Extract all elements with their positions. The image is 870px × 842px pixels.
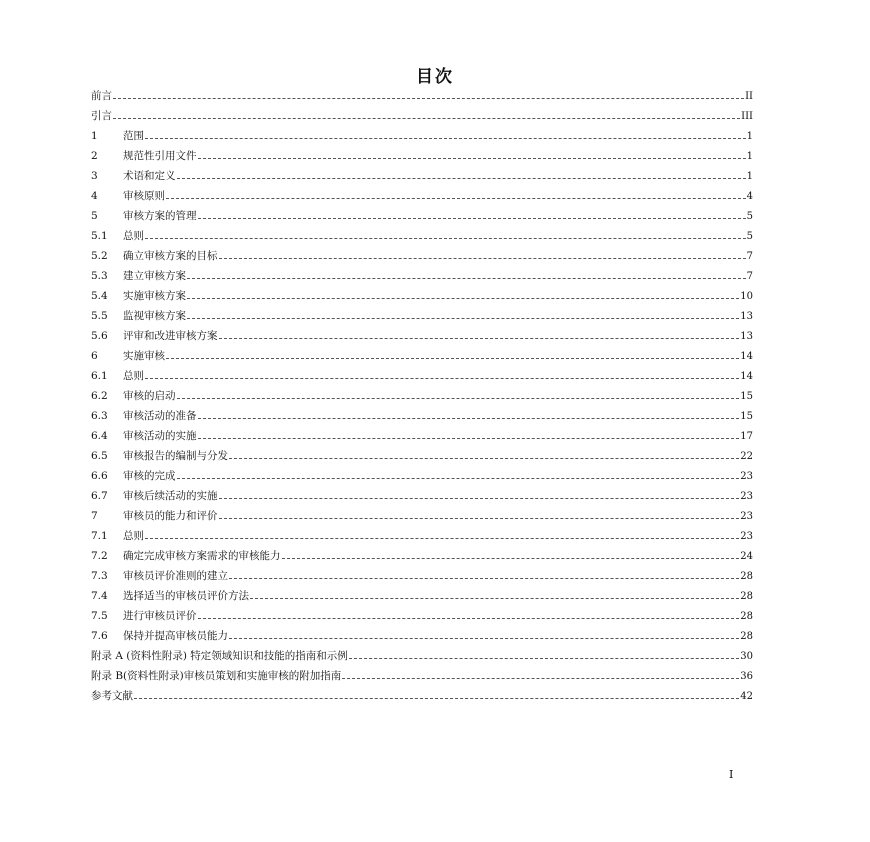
toc-leader-line: [342, 677, 739, 679]
toc-entry[interactable]: [91, 566, 753, 586]
toc-entry[interactable]: [91, 666, 753, 686]
toc-entry[interactable]: [91, 226, 753, 246]
toc-leader-line: [229, 637, 739, 639]
toc-leader-line: [219, 337, 740, 339]
page-number: I: [729, 768, 734, 781]
toc-entry-label: 审核原则: [123, 190, 165, 202]
toc-entry-page: 7: [746, 251, 753, 262]
toc-entry[interactable]: [91, 286, 753, 306]
toc-entry[interactable]: [91, 426, 753, 446]
toc-leader-line: [198, 157, 746, 159]
toc-entry-page: 42: [740, 691, 753, 702]
toc-entry-page: 5: [746, 211, 753, 222]
toc-entry-label: 选择适当的审核员评价方法: [123, 590, 249, 602]
toc-entry-page: 13: [740, 311, 753, 322]
toc-leader-line: [282, 557, 740, 559]
toc-entry-page: II: [745, 91, 753, 102]
toc-entry-page: 15: [740, 391, 753, 402]
table-of-contents: [91, 86, 753, 706]
toc-entry-label: 审核员的能力和评价: [123, 510, 218, 522]
toc-leader-line: [219, 257, 746, 259]
toc-entry-label: 前言: [91, 90, 112, 102]
toc-entry[interactable]: [91, 86, 753, 106]
toc-entry-number: 3: [91, 170, 98, 182]
toc-entry-label: 审核的完成: [123, 470, 176, 482]
toc-entry-number: 6.2: [91, 390, 108, 402]
toc-entry-page: 10: [740, 291, 753, 302]
toc-entry-number: 7.6: [91, 630, 108, 642]
toc-entry[interactable]: [91, 266, 753, 286]
toc-entry-label: 审核活动的实施: [123, 430, 197, 442]
toc-entry-page: 1: [746, 171, 753, 182]
toc-entry-page: 15: [740, 411, 753, 422]
toc-leader-line: [187, 317, 739, 319]
toc-entry-label: 规范性引用文件: [123, 150, 197, 162]
toc-entry-number: 2: [91, 150, 98, 162]
toc-entry-page: 4: [746, 191, 753, 202]
toc-entry-number: 7.3: [91, 570, 108, 582]
toc-entry-number: 5.2: [91, 250, 108, 262]
toc-entry-number: 6: [91, 350, 98, 362]
toc-entry-number: 6.7: [91, 490, 108, 502]
toc-leader-line: [113, 97, 744, 99]
toc-entry-number: 7: [91, 510, 98, 522]
toc-entry[interactable]: [91, 126, 753, 146]
toc-entry-page: 14: [740, 351, 753, 362]
toc-entry[interactable]: [91, 306, 753, 326]
toc-entry-label: 参考文献: [91, 690, 133, 702]
toc-entry[interactable]: [91, 586, 753, 606]
toc-entry-number: 7.5: [91, 610, 108, 622]
toc-entry[interactable]: [91, 406, 753, 426]
toc-entry-label: 实施审核方案: [123, 290, 186, 302]
toc-entry-number: 6.5: [91, 450, 108, 462]
toc-entry[interactable]: [91, 206, 753, 226]
toc-leader-line: [145, 237, 746, 239]
toc-entry[interactable]: [91, 346, 753, 366]
toc-entry[interactable]: [91, 166, 753, 186]
toc-entry-number: 7.2: [91, 550, 108, 562]
toc-entry-label: 审核员评价准则的建立: [123, 570, 228, 582]
toc-entry-number: 4: [91, 190, 98, 202]
toc-entry-page: 23: [740, 471, 753, 482]
toc-entry-page: 36: [740, 671, 753, 682]
toc-leader-line: [166, 197, 746, 199]
toc-entry-page: 28: [740, 591, 753, 602]
toc-entry-label: 引言: [91, 110, 112, 122]
toc-entry-page: 28: [740, 571, 753, 582]
toc-leader-line: [219, 497, 740, 499]
toc-leader-line: [177, 397, 740, 399]
toc-entry-number: 5.4: [91, 290, 108, 302]
toc-leader-line: [145, 537, 739, 539]
toc-entry-label: 总则: [123, 230, 144, 242]
toc-entry[interactable]: [91, 146, 753, 166]
toc-entry-number: 5.6: [91, 330, 108, 342]
toc-entry-page: III: [741, 111, 753, 122]
toc-entry-label: 建立审核方案: [123, 270, 186, 282]
toc-entry-page: 17: [740, 431, 753, 442]
toc-entry-label: 审核方案的管理: [123, 210, 197, 222]
toc-entry-page: 1: [746, 131, 753, 142]
toc-leader-line: [198, 417, 740, 419]
toc-entry-number: 5: [91, 210, 98, 222]
toc-entry[interactable]: [91, 686, 753, 706]
toc-entry[interactable]: [91, 646, 753, 666]
toc-entry-number: 5.3: [91, 270, 108, 282]
toc-entry-label: 附录 A (资料性附录) 特定领域知识和技能的指南和示例: [91, 650, 348, 662]
toc-entry-page: 7: [746, 271, 753, 282]
toc-entry[interactable]: [91, 546, 753, 566]
toc-leader-line: [219, 517, 740, 519]
toc-leader-line: [250, 597, 739, 599]
toc-entry-page: 22: [740, 451, 753, 462]
toc-entry-label: 术语和定义: [123, 170, 176, 182]
toc-entry-page: 14: [740, 371, 753, 382]
toc-entry-label: 实施审核: [123, 350, 165, 362]
toc-entry-page: 28: [740, 631, 753, 642]
toc-entry-number: 7.1: [91, 530, 108, 542]
toc-entry-page: 5: [746, 231, 753, 242]
toc-entry[interactable]: [91, 526, 753, 546]
toc-leader-line: [349, 657, 739, 659]
toc-entry-label: 保持并提高审核员能力: [123, 630, 228, 642]
toc-leader-line: [187, 277, 746, 279]
toc-entry-number: 6.3: [91, 410, 108, 422]
toc-entry-label: 附录 B(资料性附录)审核员策划和实施审核的附加指南: [91, 670, 342, 682]
toc-entry-label: 审核后续活动的实施: [123, 490, 218, 502]
toc-entry[interactable]: [91, 366, 753, 386]
toc-entry[interactable]: [91, 186, 753, 206]
toc-entry[interactable]: [91, 246, 753, 266]
toc-entry[interactable]: [91, 466, 753, 486]
toc-entry-number: 7.4: [91, 590, 108, 602]
toc-entry[interactable]: [91, 606, 753, 626]
toc-entry-number: 1: [91, 130, 98, 142]
toc-leader-line: [229, 457, 739, 459]
toc-leader-line: [177, 477, 740, 479]
toc-entry-page: 23: [740, 531, 753, 542]
toc-entry-label: 评审和改进审核方案: [123, 330, 218, 342]
toc-entry-label: 审核报告的编制与分发: [123, 450, 228, 462]
toc-entry[interactable]: [91, 486, 753, 506]
toc-leader-line: [145, 137, 746, 139]
toc-entry-number: 6.6: [91, 470, 108, 482]
toc-entry-number: 6.1: [91, 370, 108, 382]
toc-entry-page: 23: [740, 491, 753, 502]
toc-leader-line: [198, 217, 746, 219]
toc-entry-number: 5.5: [91, 310, 108, 322]
toc-entry-page: 1: [746, 151, 753, 162]
toc-entry[interactable]: [91, 386, 753, 406]
toc-entry-page: 30: [740, 651, 753, 662]
toc-entry-page: 13: [740, 331, 753, 342]
toc-entry-page: 28: [740, 611, 753, 622]
toc-entry-label: 进行审核员评价: [123, 610, 197, 622]
toc-entry[interactable]: [91, 106, 753, 126]
toc-entry-label: 范围: [123, 130, 144, 142]
toc-entry-label: 审核活动的准备: [123, 410, 197, 422]
toc-leader-line: [187, 297, 739, 299]
toc-leader-line: [166, 357, 739, 359]
toc-entry-label: 确定完成审核方案需求的审核能力: [123, 550, 281, 562]
toc-entry-page: 24: [740, 551, 753, 562]
toc-leader-line: [229, 577, 739, 579]
toc-leader-line: [198, 617, 740, 619]
toc-leader-line: [134, 697, 739, 699]
toc-entry[interactable]: [91, 326, 753, 346]
toc-entry-label: 监视审核方案: [123, 310, 186, 322]
toc-entry[interactable]: [91, 506, 753, 526]
toc-entry[interactable]: [91, 626, 753, 646]
toc-leader-line: [177, 177, 746, 179]
toc-leader-line: [145, 377, 739, 379]
toc-entry-label: 总则: [123, 530, 144, 542]
toc-title: 目次: [416, 67, 454, 87]
toc-leader-line: [113, 117, 740, 119]
toc-entry-number: 5.1: [91, 230, 108, 242]
toc-entry-page: 23: [740, 511, 753, 522]
toc-entry-label: 总则: [123, 370, 144, 382]
toc-entry-number: 6.4: [91, 430, 108, 442]
toc-entry[interactable]: [91, 446, 753, 466]
toc-entry-label: 确立审核方案的目标: [123, 250, 218, 262]
toc-entry-label: 审核的启动: [123, 390, 176, 402]
toc-leader-line: [198, 437, 740, 439]
